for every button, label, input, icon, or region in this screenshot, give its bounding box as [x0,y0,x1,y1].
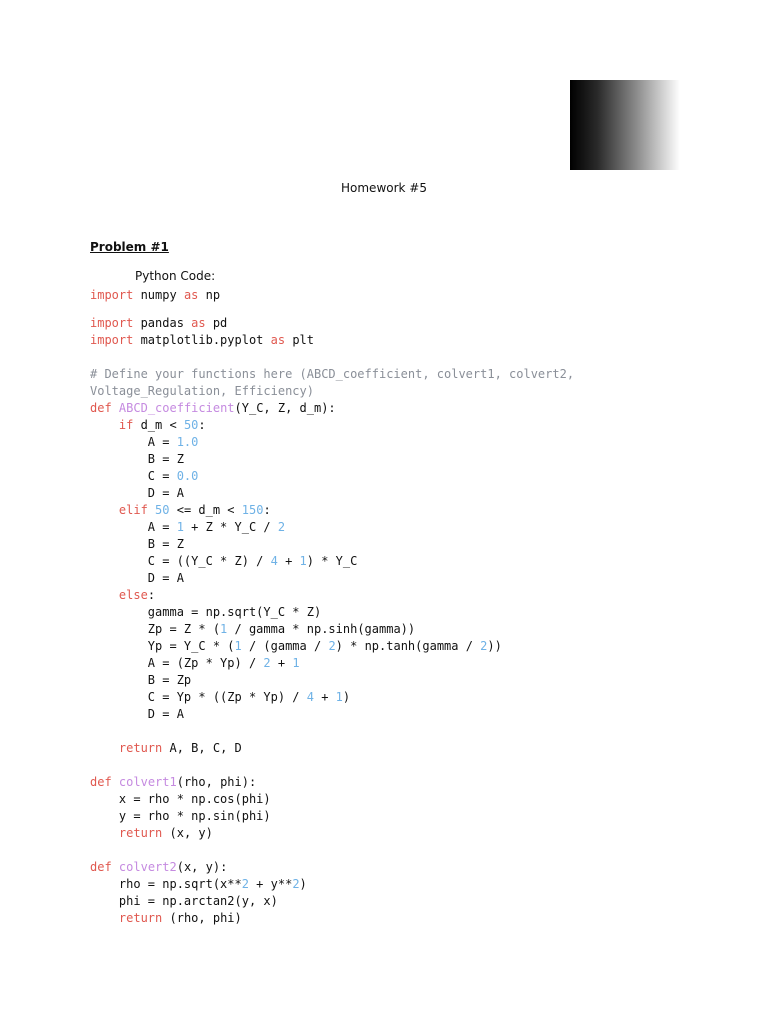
code-text: A, B, C, D [162,741,242,755]
code-line [90,332,690,349]
code-text: y = rho * np.sin(phi) [90,809,271,823]
code-number: 1 [176,520,184,534]
code-line [90,808,690,825]
code-keyword: if [118,418,134,432]
code-number: 2 [277,520,286,534]
code-line [90,774,690,791]
code-text: Yp = Y_C * ( [90,639,235,653]
code-line [90,400,690,417]
problem-heading: Problem #1 [90,240,169,254]
code-comment: # Define your functions here (ABCD_coefficient, colvert1, colvert2, [90,367,575,381]
code-number: 4 [270,554,278,568]
code-function-name: colvert2 [118,860,177,874]
code-keyword: return [118,826,163,840]
code-text: + Z * Y_C / [183,520,278,534]
code-text: B = Z [90,537,184,551]
code-blank-line [90,349,690,366]
code-function-name: ABCD_coefficient [118,401,235,415]
code-line [90,621,690,638]
code-keyword: elif [118,503,148,517]
code-text [112,860,119,874]
code-keyword: as [191,316,206,330]
code-text: + [277,554,300,568]
code-line [90,706,690,723]
code-number: 2 [292,877,300,891]
code-text [90,911,119,925]
code-text: gamma = np.sqrt(Y_C * Z) [90,605,322,619]
code-keyword: def [90,401,112,415]
code-text [112,775,119,789]
code-text [90,741,119,755]
code-number: 2 [263,656,271,670]
code-text: pd [205,316,228,330]
corner-gradient-image [570,80,680,170]
code-line [90,876,690,893]
code-number: 150 [241,503,264,517]
code-line [90,570,690,587]
code-text: A = [90,520,177,534]
code-text: ) [299,877,307,891]
code-number: 50 [183,418,199,432]
code-text [112,401,119,415]
code-keyword: as [183,288,199,302]
code-text: : [198,418,206,432]
code-keyword: return [118,741,163,755]
code-text [148,503,155,517]
code-keyword: def [90,860,112,874]
code-text: + y** [248,877,293,891]
code-text: phi = np.arctan2(y, x) [90,894,278,908]
code-number: 1 [220,622,228,636]
code-keyword: def [90,775,112,789]
code-number: 50 [155,503,170,517]
code-text: np [198,288,221,302]
code-line [90,468,690,485]
code-keyword: import [90,288,134,302]
code-text: D = A [90,571,184,585]
code-text: B = Z [90,452,184,466]
code-line [90,672,690,689]
code-number: 1 [299,554,307,568]
code-text: C = ((Y_C * Z) / [90,554,271,568]
code-text: + [270,656,293,670]
code-text: A = [90,435,177,449]
code-text: matplotlib.pyplot [133,333,271,347]
document-title: Homework #5 [341,181,427,195]
code-blank-line [90,723,690,740]
code-text: C = [90,469,177,483]
code-line [90,451,690,468]
code-number: 2 [328,639,336,653]
code-text: : [263,503,271,517]
code-keyword: as [270,333,286,347]
code-text: ) * Y_C [306,554,358,568]
code-line [90,536,690,553]
code-line [90,519,690,536]
code-line [90,502,690,519]
code-line [90,485,690,502]
code-comment: Voltage_Regulation, Efficiency) [90,384,314,398]
code-text: plt [285,333,314,347]
code-line [90,417,690,434]
code-line [90,553,690,570]
code-text: Zp = Z * ( [90,622,221,636]
code-number: 1 [292,656,300,670]
code-label: Python Code: [135,269,216,283]
code-line [90,859,690,876]
code-text: (rho, phi) [162,911,242,925]
code-text: D = A [90,486,184,500]
code-text: C = Yp * ((Zp * Yp) / [90,690,307,704]
code-blank-line [90,842,690,859]
code-line [90,910,690,927]
code-keyword: else [118,588,148,602]
code-block [90,287,690,927]
code-text: (rho, phi): [176,775,257,789]
code-line [90,604,690,621]
code-number: 0.0 [176,469,199,483]
code-number: 2 [480,639,488,653]
code-text: <= d_m < [169,503,242,517]
code-text [90,588,119,602]
code-text: )) [487,639,502,653]
code-text: numpy [133,288,184,302]
code-line [90,689,690,706]
code-line [90,315,690,332]
code-line [90,791,690,808]
code-line [90,740,690,757]
code-line [90,893,690,910]
code-text [90,826,119,840]
code-text: B = Zp [90,673,192,687]
code-text: (Y_C, Z, d_m): [234,401,336,415]
code-text: pandas [133,316,192,330]
code-line [90,383,690,400]
code-text: / (gamma / [241,639,329,653]
code-number: 1 [335,690,343,704]
code-line [90,655,690,672]
code-number: 4 [306,690,314,704]
code-line [90,587,690,604]
code-function-name: colvert1 [118,775,177,789]
code-text: (x, y) [162,826,213,840]
code-text [90,503,119,517]
code-blank-line [90,304,690,315]
code-line [90,434,690,451]
code-text: ) * np.tanh(gamma / [335,639,481,653]
code-text: A = (Zp * Yp) / [90,656,264,670]
code-line [90,638,690,655]
code-text: rho = np.sqrt(x** [90,877,242,891]
code-line [90,287,690,304]
code-text: ) [342,690,351,704]
code-text: / gamma * np.sinh(gamma)) [227,622,416,636]
code-number: 1.0 [176,435,199,449]
code-keyword: import [90,333,134,347]
code-text: (x, y): [176,860,228,874]
code-text: : [147,588,156,602]
code-text: + [313,690,336,704]
code-number: 2 [241,877,249,891]
code-keyword: return [118,911,163,925]
code-blank-line [90,757,690,774]
code-line [90,366,690,383]
code-line [90,825,690,842]
code-text: x = rho * np.cos(phi) [90,792,271,806]
code-text: d_m < [133,418,184,432]
code-text [90,418,119,432]
code-number: 1 [234,639,242,653]
code-keyword: import [90,316,134,330]
code-text: D = A [90,707,184,721]
